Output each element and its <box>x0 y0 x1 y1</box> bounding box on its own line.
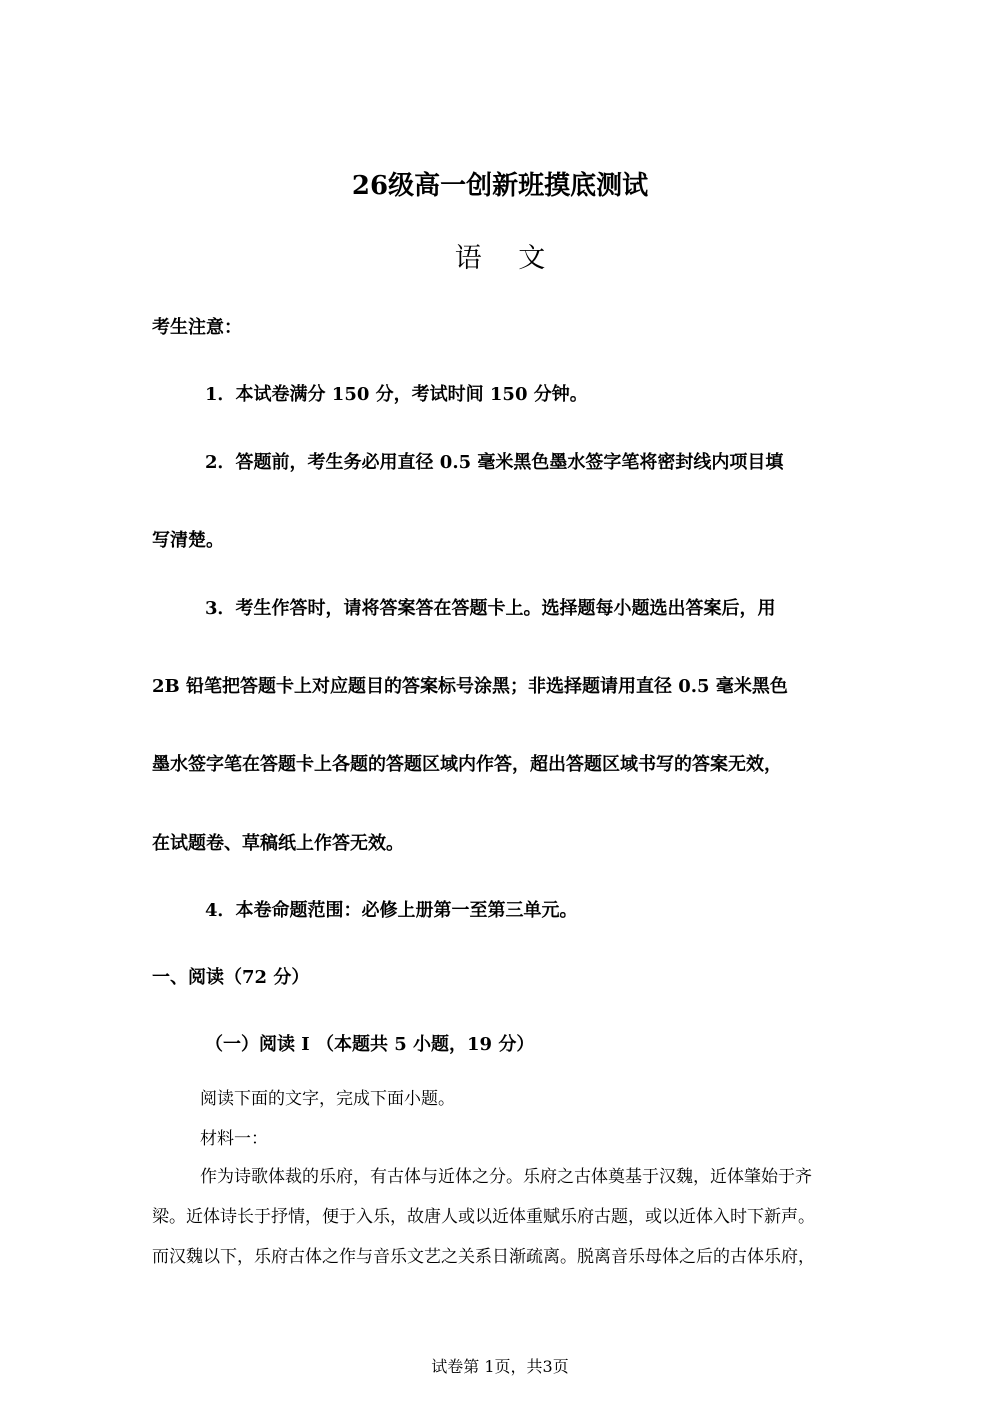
section-subheading: （一）阅读 I （本题共 5 小题，19 分） <box>205 1034 535 1055</box>
page-footer: 试卷第 1页，共3页 <box>431 1357 569 1376</box>
material-label: 材料一： <box>200 1129 268 1149</box>
notice-line: 在试题卷、草稿纸上作答无效。 <box>152 833 404 854</box>
paragraph-line: 而汉魏以下，乐府古体之作与音乐文艺之关系日渐疏离。脱离音乐母体之后的古体乐府， <box>152 1247 815 1267</box>
subject-title: 语 文 <box>454 243 560 274</box>
reading-instruction: 阅读下面的文字，完成下面小题。 <box>200 1089 455 1109</box>
paragraph-line: 梁。近体诗长于抒情，便于入乐，故唐人或以近体重赋乐府古题，或以近体入时下新声。 <box>152 1207 815 1227</box>
notice-line: 写清楚。 <box>152 530 224 551</box>
notice-line: 4．本卷命题范围：必修上册第一至第三单元。 <box>205 900 578 921</box>
notice-line: 2．答题前，考生务必用直径 0.5 毫米黑色墨水签字笔将密封线内项目填 <box>205 452 784 473</box>
notice-line: 3．考生作答时，请将答案答在答题卡上。选择题每小题选出答案后，用 <box>205 598 776 619</box>
notice-line: 2B 铅笔把答题卡上对应题目的答案标号涂黑；非选择题请用直径 0.5 毫米黑色 <box>152 676 788 697</box>
notice-heading: 考生注意： <box>152 317 242 338</box>
paragraph-line: 作为诗歌体裁的乐府，有古体与近体之分。乐府之古体奠基于汉魏，近体肇始于齐 <box>200 1167 812 1187</box>
section-heading: 一、阅读（72 分） <box>152 967 310 988</box>
notice-line: 墨水签字笔在答题卡上各题的答题区域内作答，超出答题区域书写的答案无效， <box>152 754 782 775</box>
notice-line: 1．本试卷满分 150 分，考试时间 150 分钟。 <box>205 384 588 405</box>
exam-title: 26级高一创新班摸底测试 <box>351 171 649 201</box>
